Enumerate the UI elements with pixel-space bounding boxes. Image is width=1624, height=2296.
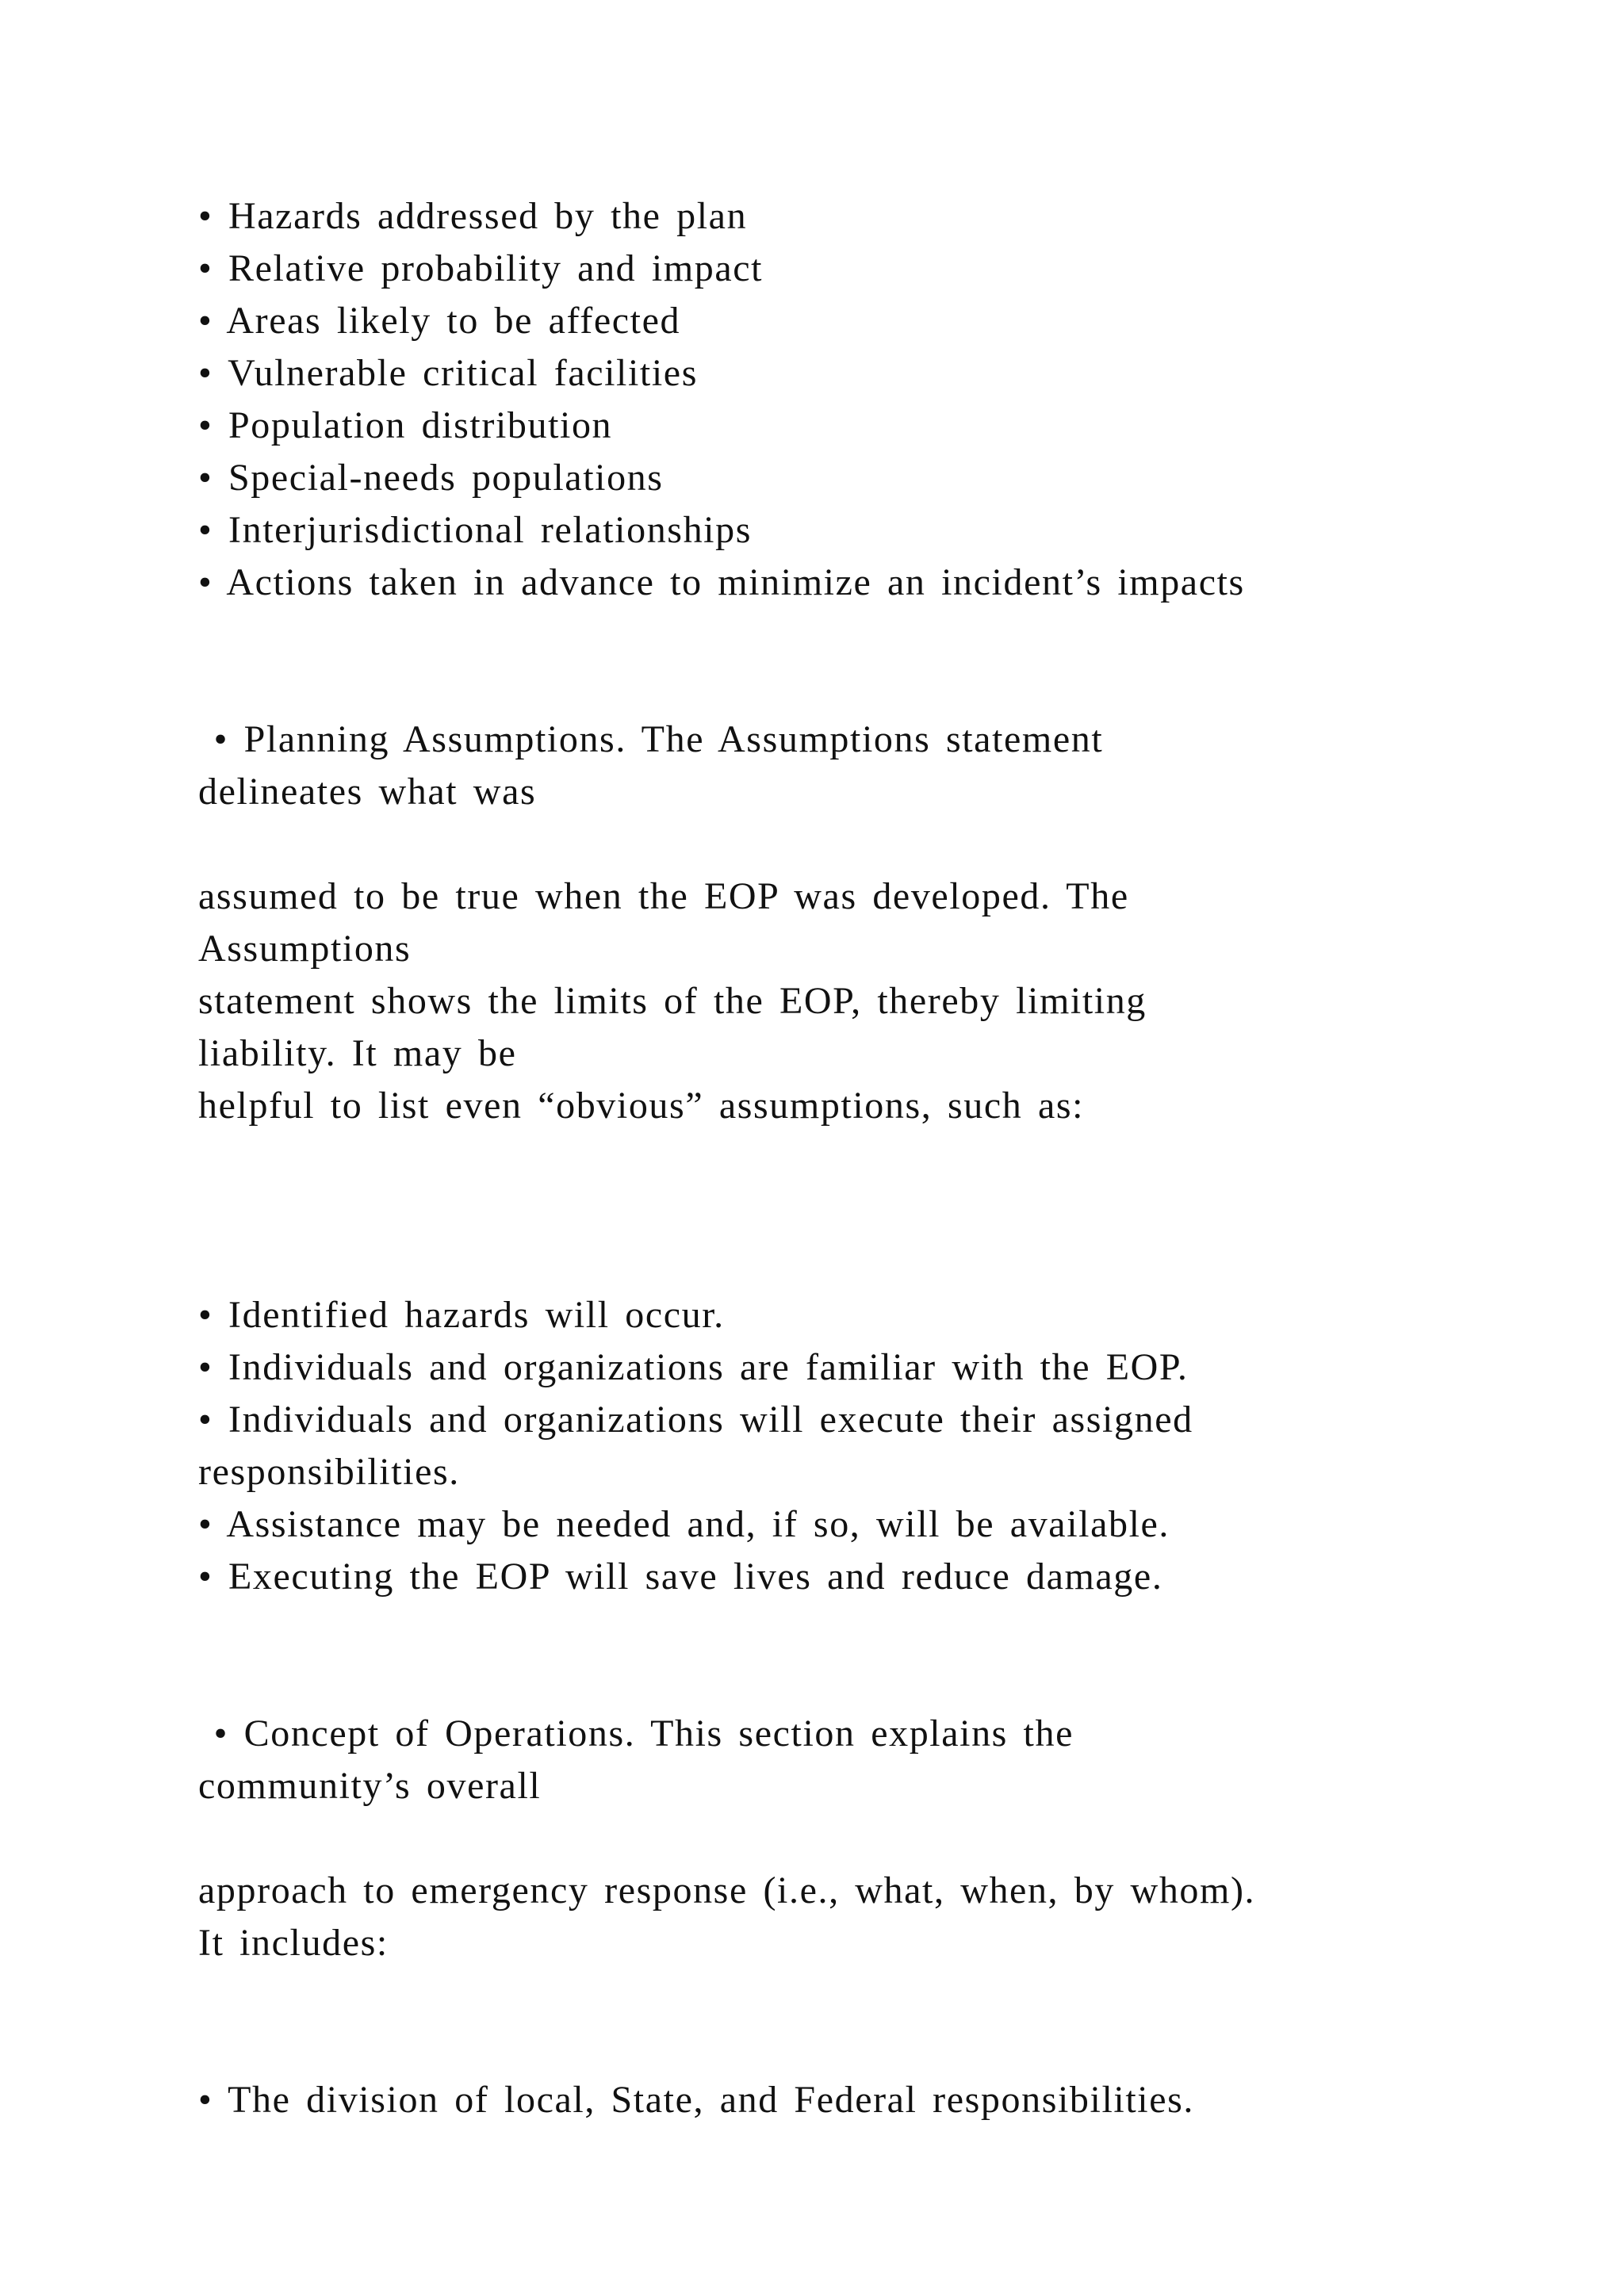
list-item: • Relative probability and impact — [198, 247, 764, 289]
paragraph-line: It includes: — [198, 1922, 389, 1964]
list-item: • Actions taken in advance to minimize an incident’s impacts — [198, 561, 1245, 603]
list-item: • Individuals and organizations will execute their assigned — [198, 1399, 1193, 1441]
paragraph-line: community’s overall — [198, 1765, 542, 1807]
paragraph-line: Assumptions — [198, 928, 412, 970]
paragraph-line: approach to emergency response (i.e., what, when, by whom). — [198, 1869, 1256, 1911]
paragraph-line: statement shows the limits of the EOP, thereby limiting — [198, 980, 1147, 1022]
list-item: • Areas likely to be affected — [198, 300, 681, 342]
paragraph-line: • Concept of Operations. This section explains the — [198, 1712, 1074, 1755]
list-item: • Vulnerable critical facilities — [198, 352, 698, 394]
list-item: • Individuals and organizations are familiar with the EOP. — [198, 1346, 1189, 1388]
spacer — [198, 1603, 1435, 1708]
spacer — [198, 1969, 1435, 2074]
list-item: • Interjurisdictional relationships — [198, 509, 752, 551]
list-item: • Hazards addressed by the plan — [198, 195, 748, 237]
list-item: • Identified hazards will occur. — [198, 1294, 725, 1336]
concept-of-operations-section — [198, 1708, 1435, 1969]
list-item: responsibilities. — [198, 1451, 460, 1493]
spacer — [198, 818, 1435, 871]
hazard-list — [198, 190, 1435, 609]
document-body — [198, 190, 1435, 2126]
list-item: • The division of local, State, and Federal responsibilities. — [198, 2079, 1194, 2121]
paragraph-line: helpful to list even “obvious” assumptions, such as: — [198, 1085, 1085, 1127]
paragraph-line: delineates what was — [198, 771, 537, 813]
paragraph-line: • Planning Assumptions. The Assumptions statement — [198, 718, 1104, 760]
operations-list — [198, 2074, 1435, 2126]
paragraph-line: liability. It may be — [198, 1032, 517, 1074]
assumption-list — [198, 1289, 1435, 1603]
spacer — [198, 609, 1435, 714]
list-item: • Special-needs populations — [198, 457, 664, 499]
spacer — [198, 1812, 1435, 1865]
list-item: • Population distribution — [198, 404, 613, 446]
list-item: • Assistance may be needed and, if so, will be available. — [198, 1503, 1170, 1545]
spacer — [198, 1132, 1435, 1289]
paragraph-line: assumed to be true when the EOP was developed. The — [198, 875, 1129, 917]
planning-assumptions-section — [198, 714, 1435, 1132]
list-item: • Executing the EOP will save lives and reduce damage. — [198, 1556, 1163, 1598]
